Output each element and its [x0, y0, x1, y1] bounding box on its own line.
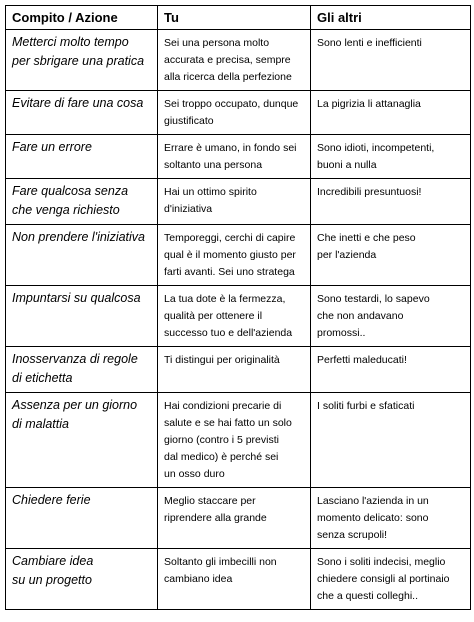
you-cell — [158, 135, 311, 179]
task-cell — [6, 393, 158, 488]
table-row — [6, 91, 471, 135]
task-cell — [6, 179, 158, 225]
others-cell — [311, 347, 471, 393]
table-row — [6, 30, 471, 91]
others-cell — [311, 135, 471, 179]
header-others: Gli altri — [311, 6, 471, 30]
you-cell-line: d'iniziativa — [164, 203, 213, 215]
task-cell — [6, 30, 158, 91]
task-cell-line: Impuntarsi su qualcosa — [12, 291, 141, 305]
you-cell — [158, 393, 311, 488]
others-cell-line: promossi.. — [317, 327, 366, 339]
you-cell-line: Sei troppo occupato, dunque — [164, 98, 299, 110]
others-cell-line: Sono lenti e inefficienti — [317, 37, 422, 49]
you-cell-line: Hai condizioni precarie di — [164, 400, 282, 412]
task-cell-line: per sbrigare una pratica — [12, 54, 145, 68]
others-cell-line: che a questi colleghi.. — [317, 590, 418, 602]
you-cell-line: Errare è umano, in fondo sei — [164, 142, 297, 154]
others-cell — [311, 549, 471, 610]
others-cell-line: Che inetti e che peso — [317, 232, 416, 244]
table-row — [6, 347, 471, 393]
table-row — [6, 393, 471, 488]
you-cell — [158, 30, 311, 91]
task-cell — [6, 347, 158, 393]
header-you: Tu — [158, 6, 311, 30]
task-cell-line: Inosservanza di regole — [12, 352, 138, 366]
task-cell — [6, 549, 158, 610]
task-cell-line: Evitare di fare una cosa — [12, 96, 144, 110]
others-cell — [311, 225, 471, 286]
you-cell — [158, 488, 311, 549]
table-row — [6, 135, 471, 179]
task-cell-line: Metterci molto tempo — [12, 35, 129, 49]
task-cell — [6, 488, 158, 549]
task-cell-line: su un progetto — [12, 573, 92, 587]
you-cell-line: successo tuo e dell'azienda — [164, 327, 293, 339]
you-cell-line: giustificato — [164, 115, 214, 127]
others-cell-line: Perfetti maleducati! — [317, 354, 407, 366]
task-cell-line: Chiedere ferie — [12, 493, 91, 507]
others-cell-line: momento delicato: sono — [317, 512, 429, 524]
table-body — [6, 30, 471, 610]
others-cell-line: chiedere consigli al portinaio — [317, 573, 450, 585]
others-cell-line: I soliti furbi e sfaticati — [317, 400, 415, 412]
others-cell-line: La pigrizia li attanaglia — [317, 98, 421, 110]
others-cell-line: Sono testardi, lo sapevo — [317, 293, 430, 305]
you-cell-line: Soltanto gli imbecilli non — [164, 556, 277, 568]
others-cell-line: buoni a nulla — [317, 159, 377, 171]
task-cell-line: Assenza per un giorno — [12, 398, 138, 412]
you-cell-line: qual è il momento giusto per — [164, 249, 296, 261]
task-cell-line: Fare un errore — [12, 140, 92, 154]
others-cell — [311, 179, 471, 225]
you-cell-line: Meglio staccare per — [164, 495, 256, 507]
others-cell-line: Sono idioti, incompetenti, — [317, 142, 435, 154]
you-cell-line: accurata e precisa, sempre — [164, 54, 291, 66]
you-cell-line: soltanto una persona — [164, 159, 263, 171]
you-cell-line: qualità per ottenere il — [164, 310, 263, 322]
you-cell — [158, 286, 311, 347]
you-cell-line: farti avanti. Sei uno stratega — [164, 266, 295, 278]
task-cell-line: Fare qualcosa senza — [12, 184, 129, 198]
task-cell-line: di malattia — [12, 417, 69, 431]
task-cell-line: di etichetta — [12, 371, 73, 385]
you-cell-line: salute e se hai fatto un solo — [164, 417, 292, 429]
you-cell-line: Temporeggi, cerchi di capire — [164, 232, 296, 244]
you-cell-line: riprendere alla grande — [164, 512, 267, 524]
task-cell-line: che venga richiesto — [12, 203, 120, 217]
task-cell-line: Non prendere l'iniziativa — [12, 230, 146, 244]
table-row — [6, 549, 471, 610]
task-cell — [6, 286, 158, 347]
you-cell-line: alla ricerca della perfezione — [164, 71, 292, 83]
table-row — [6, 286, 471, 347]
others-cell-line: che non andavano — [317, 310, 404, 322]
you-cell — [158, 179, 311, 225]
others-cell-line: Lasciano l'azienda in un — [317, 495, 429, 507]
others-cell — [311, 393, 471, 488]
comparison-table — [5, 5, 471, 610]
you-cell-line: Ti distingui per originalità — [164, 354, 280, 366]
you-cell — [158, 225, 311, 286]
others-cell — [311, 286, 471, 347]
others-cell-line: Sono i soliti indecisi, meglio — [317, 556, 446, 568]
you-cell-line: Hai un ottimo spirito — [164, 186, 257, 198]
others-cell-line: per l'azienda — [317, 249, 377, 261]
you-cell — [158, 91, 311, 135]
others-cell — [311, 488, 471, 549]
you-cell — [158, 347, 311, 393]
table-row — [6, 179, 471, 225]
you-cell-line: dal medico) è perché sei — [164, 451, 279, 463]
others-cell-line: Incredibili presuntuosi! — [317, 186, 422, 198]
others-cell — [311, 30, 471, 91]
task-cell — [6, 135, 158, 179]
you-cell — [158, 549, 311, 610]
task-cell — [6, 225, 158, 286]
task-cell — [6, 91, 158, 135]
you-cell-line: Sei una persona molto — [164, 37, 270, 49]
header-row — [6, 6, 471, 30]
others-cell — [311, 91, 471, 135]
others-cell-line: senza scrupoli! — [317, 529, 388, 541]
you-cell-line: un osso duro — [164, 468, 225, 480]
table-row — [6, 488, 471, 549]
task-cell-line: Cambiare idea — [12, 554, 94, 568]
table-row — [6, 225, 471, 286]
you-cell-line: cambiano idea — [164, 573, 233, 585]
header-task: Compito / Azione — [6, 6, 158, 30]
you-cell-line: giorno (contro i 5 previsti — [164, 434, 279, 446]
you-cell-line: La tua dote è la fermezza, — [164, 293, 286, 305]
